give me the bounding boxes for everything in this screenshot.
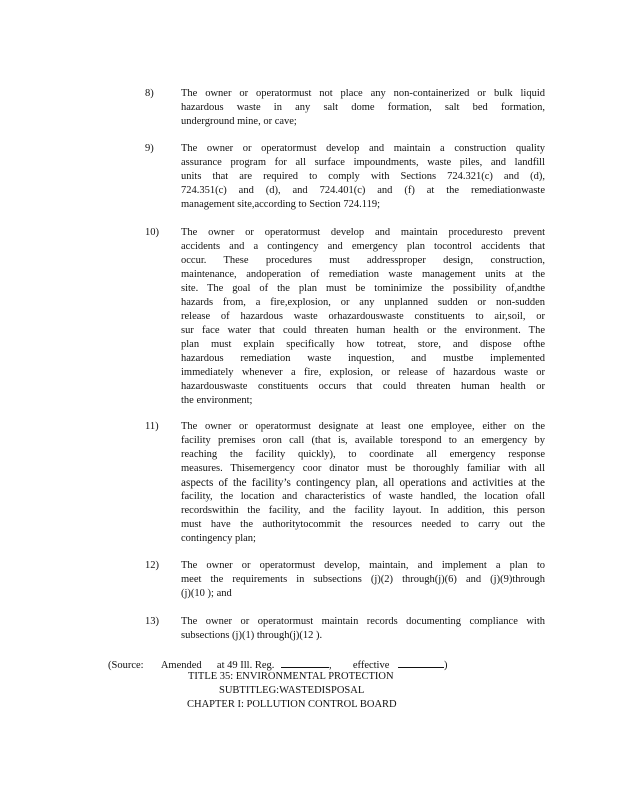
text-line: release of hazardous waste orhazardouswaste constituents to air,soil, or bbox=[181, 311, 545, 322]
text-line: aspects of the facility’s contingency plan, all operations and activities at the bbox=[181, 477, 545, 489]
text-line: The owner or operatormust designate at least one employee, either on the bbox=[181, 421, 545, 432]
text-line: The owner or operatormust not place any non-containerized or bulk liquid bbox=[181, 88, 545, 99]
source-suffix: ) bbox=[444, 660, 448, 671]
item-number: 9) bbox=[145, 143, 154, 154]
text-line: underground mine, or cave; bbox=[181, 116, 297, 127]
text-line: hazards from, a fire,explosion, or any unplanned sudden or non-sudden bbox=[181, 297, 545, 308]
text-line: reaching the facility quickly), to coordinate all emergency response bbox=[181, 449, 545, 460]
blank-line bbox=[398, 658, 444, 668]
text-line: units that are required to comply with Sections 724.321(c) and (d), bbox=[181, 171, 545, 182]
blank-line bbox=[281, 658, 329, 668]
text-line: accidents and a contingency and emergency plan tocontrol accidents that bbox=[181, 241, 545, 252]
item-text bbox=[181, 226, 545, 408]
item-text bbox=[181, 87, 545, 129]
text-line: subsections (j)(1) through(j)(12 ). bbox=[181, 630, 323, 641]
title-heading: TITLE 35: ENVIRONMENTAL PROTECTION bbox=[188, 671, 394, 682]
source-effective: effective bbox=[352, 660, 390, 671]
item-text bbox=[181, 142, 545, 212]
text-line: immediately whenever a fire, explosion, or release of hazardous waste or bbox=[181, 367, 545, 378]
item-number: 12) bbox=[145, 560, 159, 571]
text-line: maintenance, andoperation of remediation waste management units at the bbox=[181, 269, 545, 280]
text-line: The owner or operatormust develop and maintain a construction quality bbox=[181, 143, 545, 154]
text-line: hazardous waste in any salt dome formation, salt bed formation, bbox=[181, 102, 545, 113]
text-line: plan must explain specifically how totreat, store, and dispose ofthe bbox=[181, 339, 545, 350]
item-number: 13) bbox=[145, 616, 159, 627]
text-line: hazardous remediation waste inquestion, and mustbe implemented bbox=[181, 353, 545, 364]
item-number: 11) bbox=[145, 421, 159, 432]
item-number: 10) bbox=[145, 227, 159, 238]
text-line: meet the requirements in subsections (j)(2) through(j)(6) and (j)(9)through bbox=[181, 574, 545, 585]
item-text bbox=[181, 615, 545, 643]
text-line: occur. These procedures must addressproper design, construction, bbox=[181, 255, 545, 266]
text-line: The owner or operatormust develop, maintain, and implement a plan to bbox=[181, 560, 545, 571]
text-line: hazardouswaste constituents occurs that could threaten human health or bbox=[181, 381, 545, 392]
item-text bbox=[181, 420, 545, 546]
text-line: site. The goal of the plan must be tominimize the possibility of,andthe bbox=[181, 283, 545, 294]
source-reg: at 49 Ill. Reg. bbox=[216, 660, 275, 671]
source-prefix: (Source: bbox=[108, 660, 144, 671]
text-line: the environment; bbox=[181, 395, 253, 406]
item-number: 8) bbox=[145, 88, 154, 99]
text-line: 724.351(c) and (d), and 724.401(c) and (f) at the remediationwaste bbox=[181, 185, 545, 196]
text-line: (j)(10 ); and bbox=[181, 588, 232, 599]
text-line: facility, the location and characteristics of waste handled, the location ofall bbox=[181, 491, 545, 502]
source-note: (Source: Amended at 49 Ill. Reg. , effective ) bbox=[108, 660, 448, 671]
subtitle-heading: SUBTITLEG:WASTEDISPOSAL bbox=[219, 685, 365, 696]
text-line: facility premises oron call (that is, available torespond to an emergency by bbox=[181, 435, 545, 446]
text-line: measures. Thisemergency coor dinator must be thoroughly familiar with all bbox=[181, 463, 545, 474]
text-line: must have the authoritytocommit the resources needed to carry out the bbox=[181, 519, 545, 530]
text-line: sur face water that could threaten human health or the environment. The bbox=[181, 325, 545, 336]
source-amended: Amended bbox=[160, 660, 202, 671]
text-line: assurance program for all surface impoundments, waste piles, and landfill bbox=[181, 157, 545, 168]
text-line: The owner or operatormust develop and maintain proceduresto prevent bbox=[181, 227, 545, 238]
text-line: The owner or operatormust maintain records documenting compliance with bbox=[181, 616, 545, 627]
item-text bbox=[181, 559, 545, 601]
text-line: management site,according to Section 724.119; bbox=[181, 199, 381, 210]
text-line: recordswithin the facility, and the facility layout. In addition, this person bbox=[181, 505, 545, 516]
chapter-heading: CHAPTER I: POLLUTION CONTROL BOARD bbox=[187, 699, 397, 710]
text-line: contingency plan; bbox=[181, 533, 256, 544]
